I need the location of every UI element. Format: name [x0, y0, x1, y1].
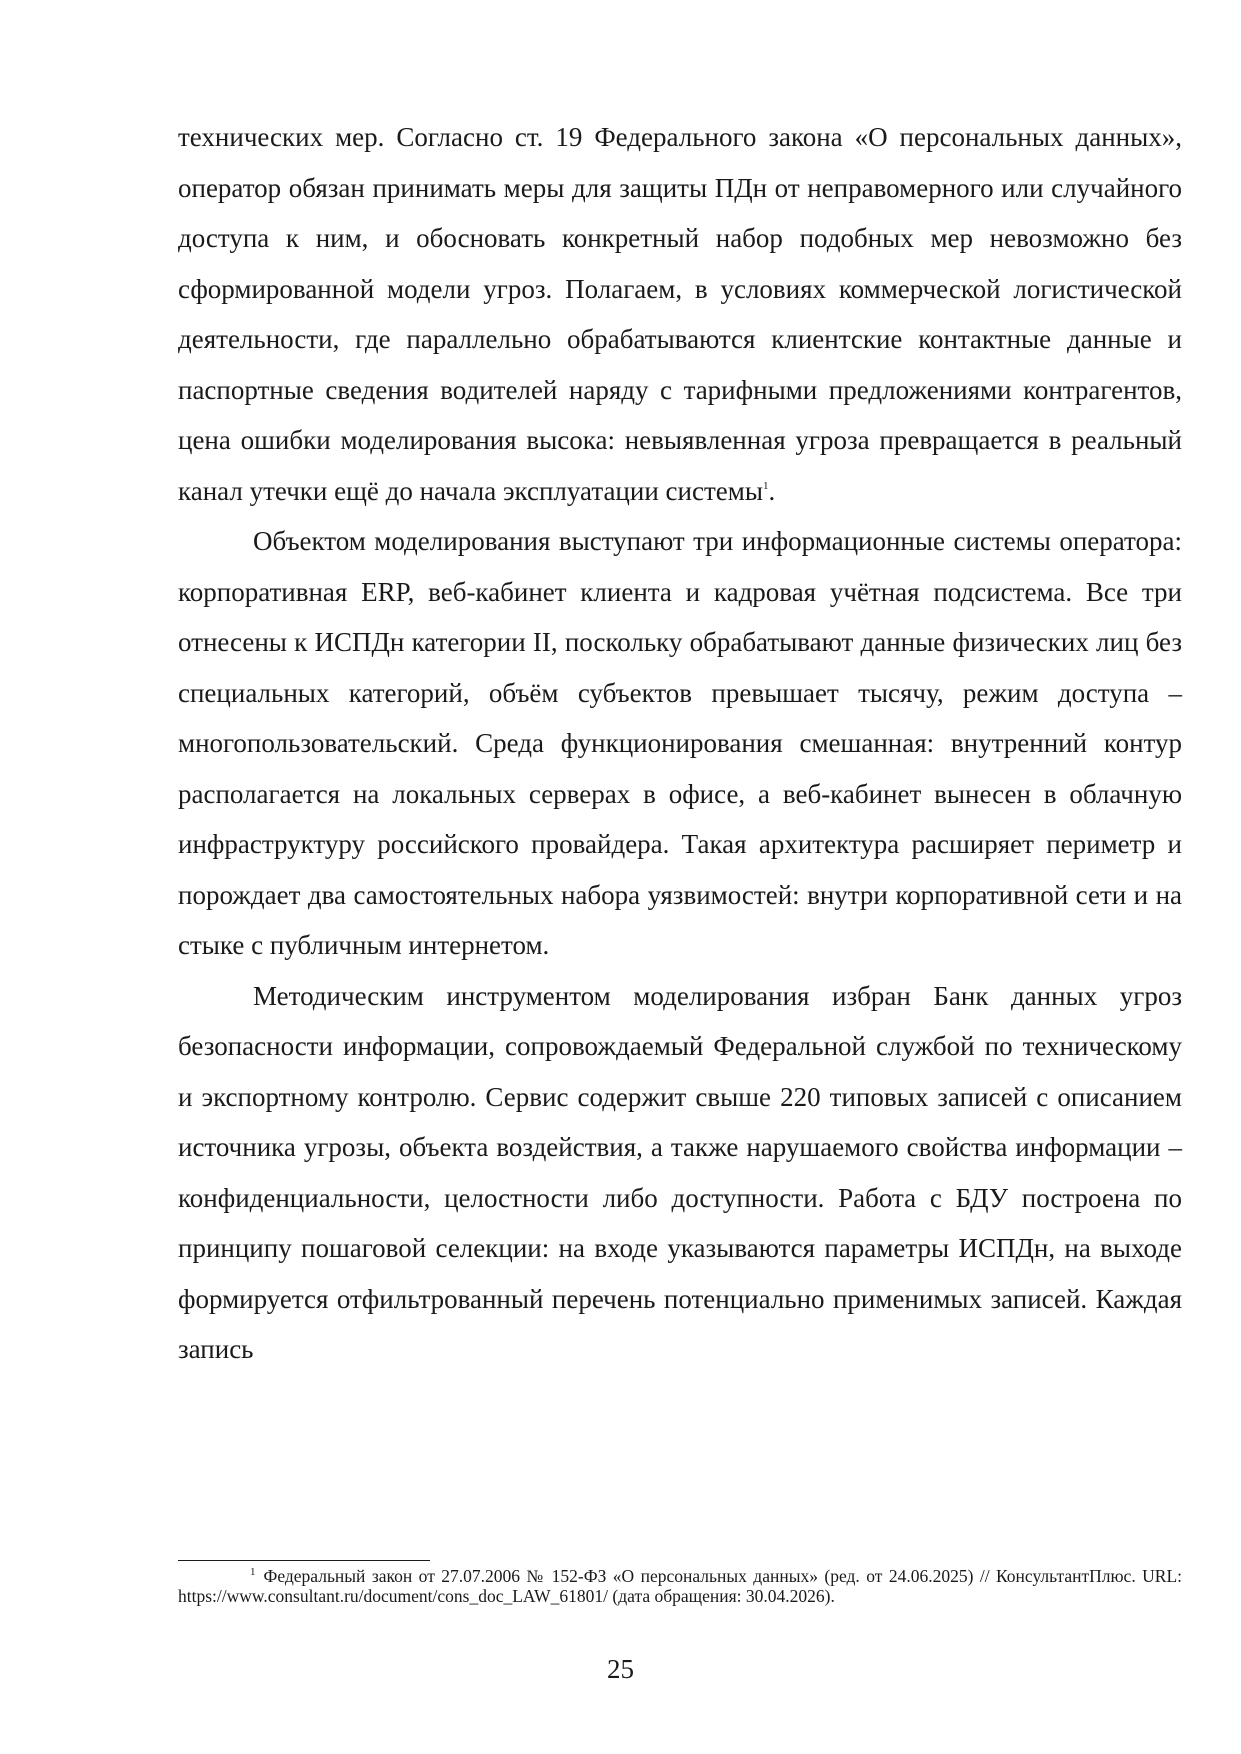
paragraph-text: технических мер. Согласно ст. 19 Федерального закона «О персональных данных», оператор обязан принимать меры для защиты ПДн от неправомерного или случайного доступа к ним, и обосновать конкретный набор подобных мер невозможно без сформированной модели угроз. Полагаем, в условиях коммерческой логистической деятельности, где параллельно обрабатываются клиентские контактные данные и паспортные сведения водителей наряду с тарифными предложениями контрагентов, цена ошибки моделирования высока: невыявленная угроза превращается в реальный канал утечки ещё до начала эксплуатации системы — [178, 122, 1182, 506]
footnote-mark: 1 — [250, 1566, 256, 1578]
footnote — [178, 1566, 1182, 1606]
paragraph: Методическим инструментом моделирования избран Банк данных угроз безопасности информации, сопровождаемый Федеральной службой по техническому и экспортному контролю. Сервис содержит свыше 220 типовых записей с описанием источника угрозы, объекта воздействия, а также нарушаемого свойства информации – конфиденциальности, целостности либо доступности. Работа с БДУ построена по принципу пошаговой селекции: на входе указываются параметры ИСПДн, на выходе формируется отфильтрованный перечень потенциально применимых записей. Каждая запись — [178, 980, 1182, 1364]
paragraph-tail: . — [768, 475, 776, 506]
body-text — [178, 112, 1182, 1375]
footnote-separator — [178, 1560, 430, 1561]
page-number: 25 — [607, 1654, 634, 1684]
footnote-reference[interactable]: 1 — [762, 479, 769, 492]
paragraph-continuation — [178, 112, 1182, 516]
paragraph: Объектом моделирования выступают три информационные системы оператора: корпоративная ERP, веб-кабинет клиента и кадровая учётная подсистема. Все три отнесены к ИСПДн категории II, поскольку обрабатывают данные физических лиц без специальных категорий, объём субъектов превышает тысячу, режим доступа – многопользовательский. Среда функционирования смешанная: внутренний контур располагается на локальных серверах в офисе, а веб-кабинет вынесен в облачную инфраструктуру российского провайдера. Такая архитектура расширяет периметр и порождает два самостоятельных набора уязвимостей: внутри корпоративной сети и на стыке с публичным интернетом. — [178, 526, 1182, 960]
footnote-text: Федеральный закон от 27.07.2006 № 152-ФЗ «О персональных данных» (ред. от 24.06.2025) // КонсультантПлюс. URL: https://www.consultant.ru/document/cons_doc_LAW_61801/ (дата обращения: 30.04.2026). — [178, 1566, 1182, 1606]
